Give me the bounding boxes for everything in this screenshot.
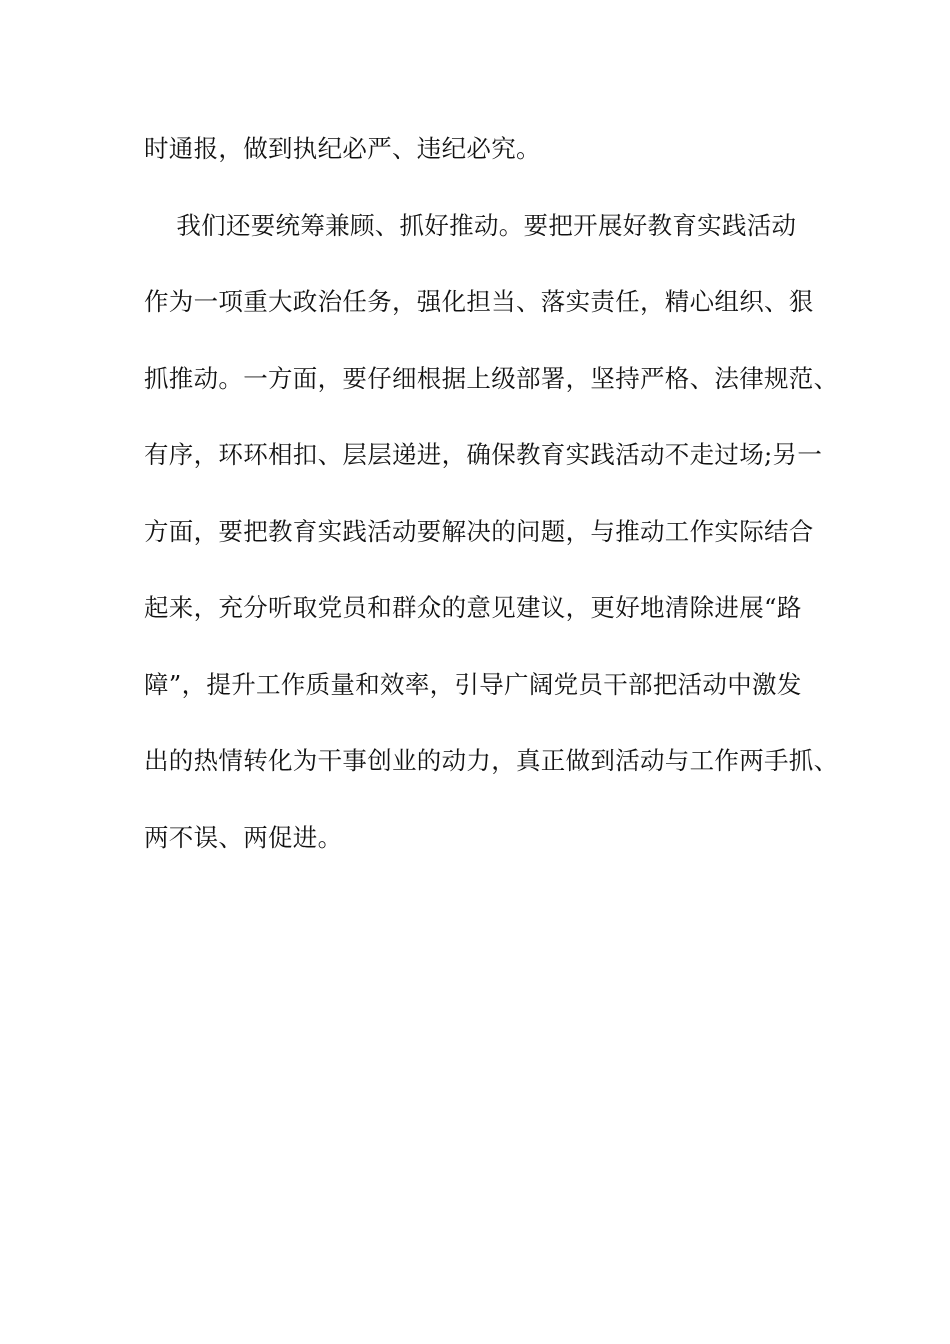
text-line-6: 方面，要把教育实践活动要解决的问题，与推动工作实际结合	[144, 516, 814, 546]
text-line-3: 作为一项重大政治任务，强化担当、落实责任，精心组织、狠	[144, 287, 814, 316]
text-line-4: 抓推动。一方面，要仔细根据上级部署，坚持严格、法律规范、	[144, 363, 839, 393]
text-line-5: 有序，环环相扣、层层递进，确保教育实践活动不走过场;另一	[144, 440, 823, 469]
text-line-8: 障”，提升工作质量和效率，引导广阔党员干部把活动中激发	[144, 669, 802, 699]
text-line-2: 我们还要统筹兼顾、抓好推动。要把开展好教育实践活动	[144, 210, 797, 240]
text-line-1: 时通报，做到执纪必严、违纪必究。	[144, 134, 541, 163]
text-line-9: 出的热情转化为干事创业的动力，真正做到活动与工作两手抓、	[144, 746, 839, 775]
text-line-10: 两不误、两促进。	[144, 822, 343, 852]
body-text	[144, 128, 839, 893]
text-line-7: 起来，充分听取党员和群众的意见建议，更好地清除进展“路	[144, 593, 802, 622]
